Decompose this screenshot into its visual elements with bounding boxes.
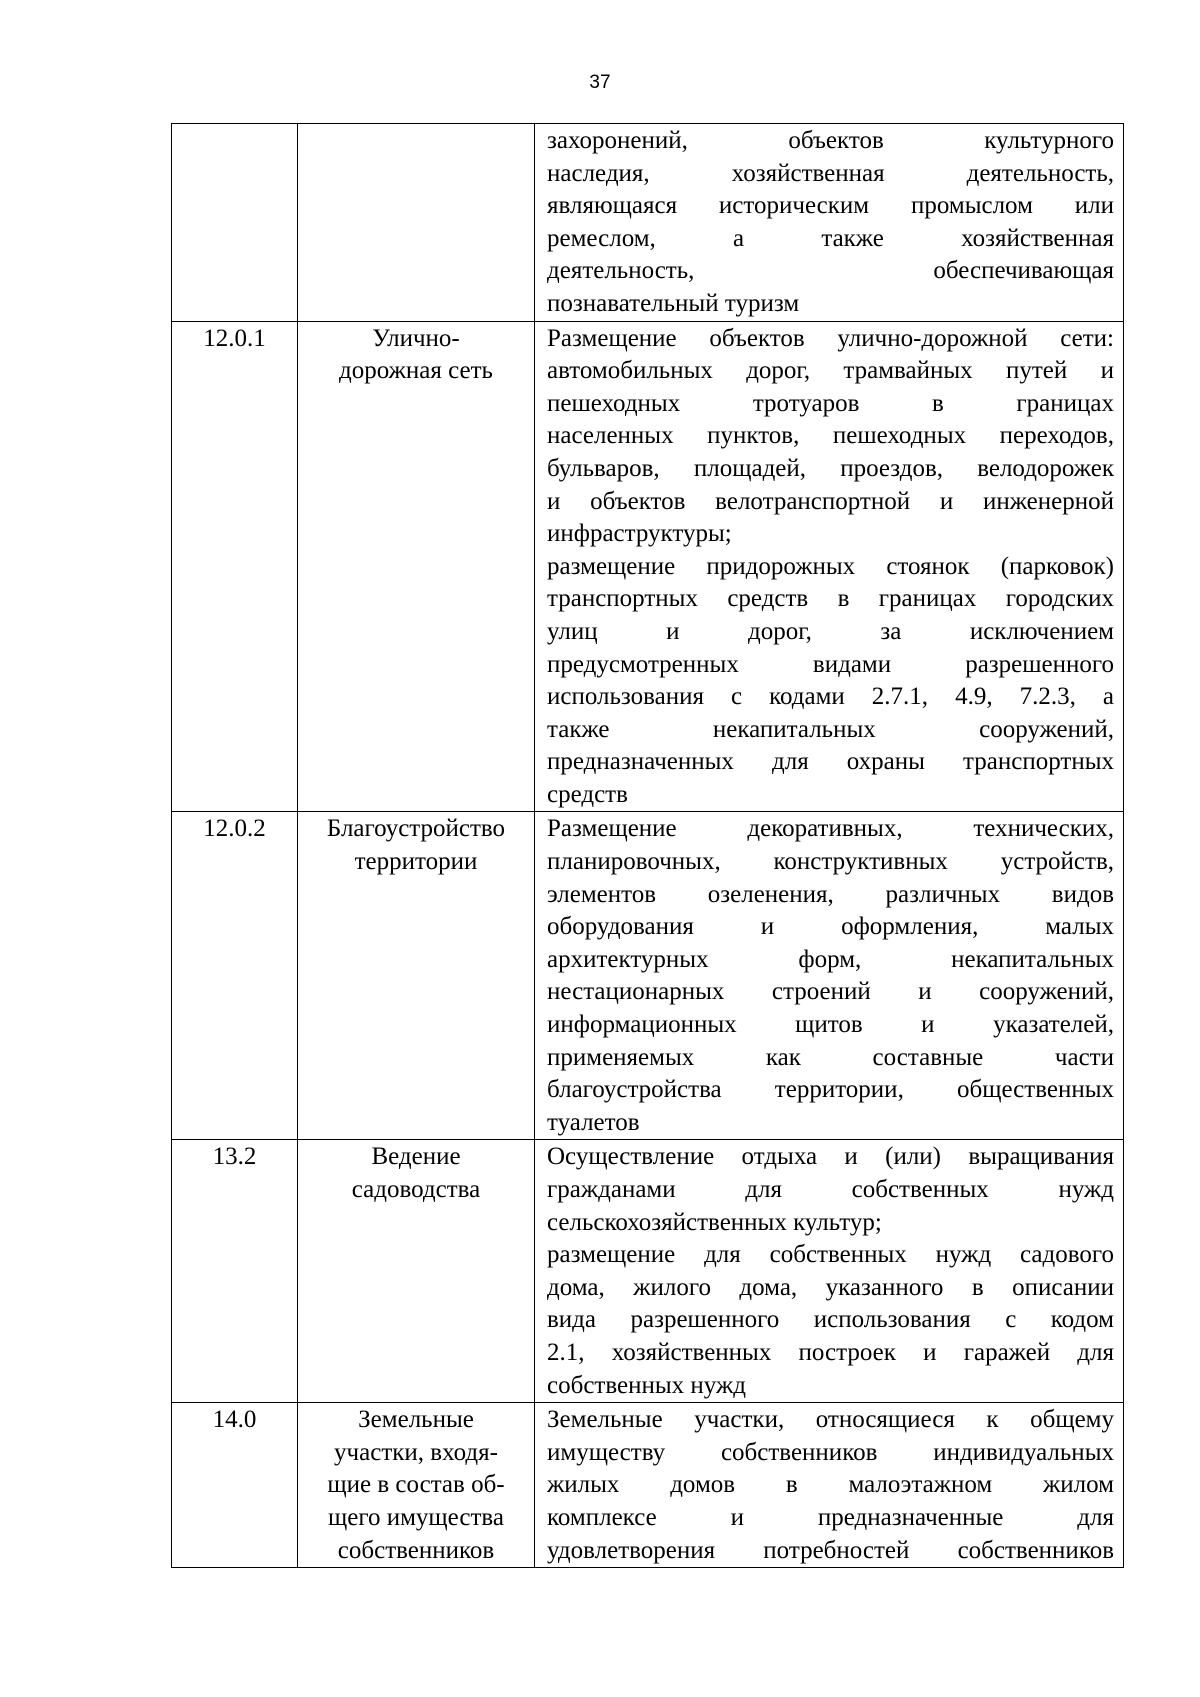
land-use-description-line: Размещение декоративных, технических, [547, 815, 1114, 843]
land-use-description-line: также некапитальных сооружений, [547, 715, 1114, 743]
land-use-description-line: предусмотренных видами разрешенного [547, 650, 1114, 678]
land-use-description-line: архитектурных форм, некапитальных [547, 945, 1114, 973]
land-use-description-line: Земельные участки, относящиеся к общему [547, 1406, 1114, 1434]
land-use-name-line: Благоустройство [326, 815, 506, 843]
land-use-name-line: дорожная сеть [339, 357, 493, 385]
land-use-description-line: размещение для собственных нужд садового [547, 1241, 1114, 1269]
land-use-name-line: садоводства [351, 1176, 481, 1203]
land-use-name-line: Земельные [358, 1406, 474, 1434]
land-use-description-cell [535, 812, 1124, 1140]
land-use-description-line: Размещение объектов улично-дорожной сети: [547, 324, 1114, 352]
table-row [172, 812, 1124, 1140]
land-use-description-line: сельскохозяйственных культур; [547, 1208, 882, 1236]
land-use-code-cell: 14.0 [172, 1403, 298, 1568]
land-use-description-line: деятельность, обеспечивающая [547, 257, 1114, 285]
land-use-name-cell [298, 1403, 535, 1568]
land-use-name-line: щие в состав об- [327, 1471, 505, 1499]
land-use-description-line: удовлетворения потребностей собственников [547, 1536, 1114, 1564]
land-use-description-line: 2.1, хозяйственных построек и гаражей для [547, 1338, 1114, 1366]
land-use-description-line: предназначенных для охраны транспортных [547, 748, 1114, 776]
land-use-description-line: населенных пунктов, пешеходных переходов, [547, 422, 1114, 450]
land-use-description-line: ремеслом, а также хозяйственная [547, 224, 1114, 252]
land-use-description-line: вида разрешенного использования с кодом [547, 1306, 1114, 1334]
land-use-name-line: собственников [337, 1536, 495, 1564]
land-use-description-line: применяемых как составные части [547, 1043, 1114, 1071]
land-use-name-cell [298, 124, 535, 322]
table-row [172, 1403, 1124, 1568]
land-use-description-line: использования с кодами 2.7.1, 4.9, 7.2.3, а [547, 683, 1114, 711]
land-use-description-line: познавательный туризм [547, 289, 800, 317]
table-row [172, 321, 1124, 812]
land-use-description-cell [535, 1403, 1124, 1568]
page-number: 37 [589, 72, 611, 93]
land-use-description-line: благоустройства территории, общественных [547, 1076, 1114, 1104]
land-use-description-line: размещение придорожных стоянок (парковок) [547, 552, 1114, 580]
land-use-code-cell: 12.0.2 [172, 812, 298, 1140]
land-use-description-line: инфраструктуры; [547, 520, 732, 548]
land-use-code-cell: 12.0.1 [172, 321, 298, 812]
table-row [172, 124, 1124, 322]
table-row [172, 1140, 1124, 1403]
land-use-description-line: бульваров, площадей, проездов, велодорожек [547, 454, 1114, 482]
land-use-name-line: территории [354, 848, 478, 876]
land-use-name-line: щего имущества [328, 1503, 504, 1531]
land-use-description-line: захоронений, объектов культурного [547, 127, 1114, 154]
land-use-description-line: жилых домов в малоэтажном жилом [547, 1471, 1114, 1499]
land-use-description-line: и объектов велотранспортной и инженерной [547, 487, 1114, 515]
land-use-name-cell [298, 321, 535, 812]
land-use-description-line: пешеходных тротуаров в границах [547, 389, 1114, 417]
land-use-description-line: Осуществление отдыха и (или) выращивания [547, 1143, 1114, 1171]
land-use-description-line: туалетов [547, 1108, 640, 1136]
land-use-description-cell [535, 1140, 1124, 1403]
land-use-description-line: транспортных средств в границах городских [547, 585, 1114, 613]
land-use-name-cell [298, 812, 535, 1140]
land-use-name-cell [298, 1140, 535, 1403]
land-use-description-line: автомобильных дорог, трамвайных путей и [547, 357, 1114, 385]
land-use-description-cell [535, 321, 1124, 812]
table-body [172, 124, 1124, 1568]
land-use-description-cell [535, 124, 1124, 322]
land-use-description-line: планировочных, конструктивных устройств, [547, 848, 1114, 876]
land-use-description-line: средств [547, 780, 628, 808]
land-use-description-line: собственных нужд [547, 1371, 746, 1399]
land-use-description-line: нестационарных строений и сооружений, [547, 978, 1114, 1006]
land-use-code-cell [172, 124, 298, 322]
land-use-description-line: информационных щитов и указателей, [547, 1011, 1114, 1039]
land-use-description-line: наследия, хозяйственная деятельность, [547, 159, 1114, 187]
land-use-description-line: оборудования и оформления, малых [547, 913, 1114, 941]
land-use-table [171, 123, 1124, 1568]
land-use-name-line: Ведение [371, 1143, 461, 1171]
land-use-description-line: имуществу собственников индивидуальных [547, 1438, 1114, 1466]
land-use-description-line: комплексе и предназначенные для [547, 1503, 1114, 1531]
land-use-name-line: участки, входя- [334, 1438, 498, 1466]
land-use-description-line: элементов озеленения, различных видов [547, 880, 1114, 908]
land-use-name-line: Улично- [372, 324, 460, 352]
land-use-description-line: гражданами для собственных нужд [547, 1176, 1114, 1203]
land-use-description-line: дома, жилого дома, указанного в описании [547, 1273, 1114, 1301]
land-use-description-line: улиц и дорог, за исключением [547, 617, 1114, 645]
land-use-code-cell: 13.2 [172, 1140, 298, 1403]
land-use-description-line: являющаяся историческим промыслом или [547, 192, 1114, 220]
